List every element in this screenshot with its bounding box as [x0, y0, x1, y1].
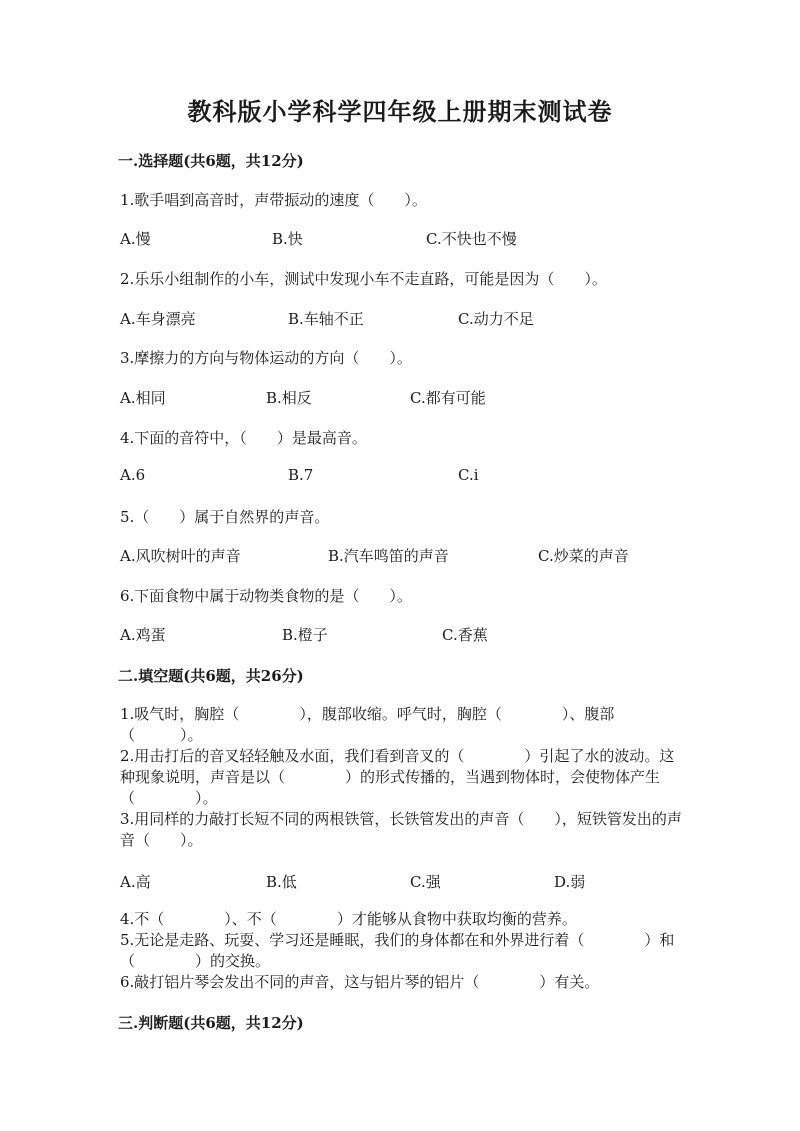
option-c: C.炒菜的声音 — [538, 547, 629, 565]
fill-question-3-options — [120, 871, 720, 891]
question-6: 6.下面食物中属于动物类食物的是（ ）。 — [120, 587, 412, 605]
option-c: C.都有可能 — [410, 389, 486, 407]
option-d: D.弱 — [554, 873, 586, 891]
fill-question-4: 4.不（ ）、不（ ）才能够从食物中获取均衡的营养。 — [120, 910, 577, 928]
option-c: C.强 — [410, 873, 441, 891]
option-a: A.鸡蛋 — [120, 626, 166, 644]
page-title: 教科版小学科学四年级上册期末测试卷 — [187, 97, 613, 126]
option-c: C.动力不足 — [458, 310, 534, 328]
question-5: 5.（ ）属于自然界的声音。 — [120, 508, 330, 526]
options-5 — [120, 545, 720, 565]
question-3: 3.摩擦力的方向与物体运动的方向（ ）。 — [120, 349, 412, 367]
option-b: B.汽车鸣笛的声音 — [328, 547, 449, 565]
section-heading-judge: 三.判断题(共6题，共12分) — [118, 1014, 304, 1032]
option-c: C.香蕉 — [442, 626, 488, 644]
options-3 — [120, 387, 720, 407]
fill-question-3: 3.用同样的力敲打长短不同的两根铁管，长铁管发出的声音（ ），短铁管发出的声音（ ）。 — [120, 810, 682, 849]
option-b: B.低 — [266, 873, 297, 891]
option-c: C.不快也不慢 — [426, 230, 517, 248]
fill-question-2: 2.用击打后的音叉轻轻触及水面，我们看到音叉的（ ）引起了水的波动。这种现象说明，声音是以（ ）的形式传播的，当遇到物体时，会使物体产生（ ）。 — [120, 747, 675, 807]
fill-question-5: 5.无论是走路、玩耍、学习还是睡眠，我们的身体都在和外界进行着（ ）和（ ）的交换。 — [120, 931, 675, 970]
fill-question-6: 6.敲打铝片琴会发出不同的声音，这与铝片琴的铝片（ ）有关。 — [120, 973, 600, 991]
option-a: A.慢 — [120, 230, 151, 248]
option-a: A.车身漂亮 — [120, 310, 196, 328]
question-1: 1.歌手唱到高音时，声带振动的速度（ ）。 — [120, 191, 427, 209]
option-b: B.车轴不正 — [288, 310, 364, 328]
option-a: A.高 — [120, 873, 151, 891]
option-a: A.相同 — [120, 389, 166, 407]
option-b: B.橙子 — [282, 626, 328, 644]
option-b: B.7 — [288, 466, 314, 484]
section-heading-fill: 二.填空题(共6题，共26分) — [118, 667, 304, 685]
fill-question-1: 1.吸气时，胸腔（ ），腹部收缩。呼气时，胸腔（ ）、腹部（ ）。 — [120, 705, 615, 744]
options-6 — [120, 624, 720, 644]
option-a: A.风吹树叶的声音 — [120, 547, 241, 565]
options-2 — [120, 308, 720, 328]
question-4: 4.下面的音符中，（ ）是最高音。 — [120, 429, 367, 447]
option-c: C.i — [458, 466, 479, 484]
option-b: B.相反 — [266, 389, 312, 407]
option-a: A.6 — [120, 466, 146, 484]
section-heading-choice: 一.选择题(共6题，共12分) — [118, 152, 304, 170]
option-b: B.快 — [272, 230, 303, 248]
options-4 — [120, 466, 720, 486]
question-2: 2.乐乐小组制作的小车，测试中发现小车不走直路，可能是因为（ ）。 — [120, 270, 607, 288]
options-1 — [120, 228, 720, 248]
